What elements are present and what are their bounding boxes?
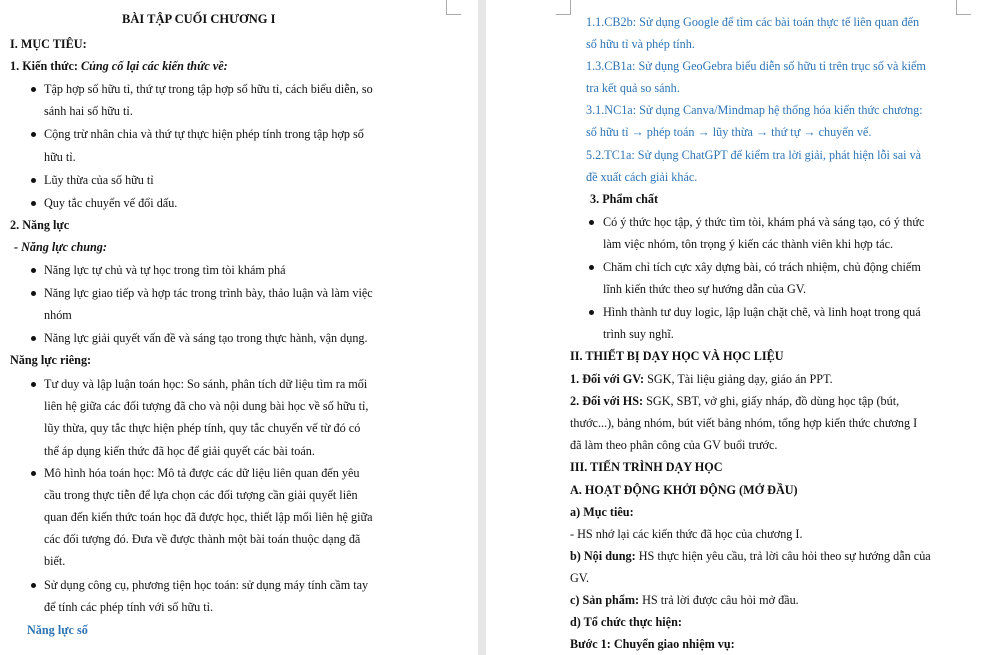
paragraph-line: đã làm theo phân công của GV buổi trước. (570, 438, 778, 452)
section-heading: I. MỤC TIÊU: (10, 37, 87, 51)
bullet-icon (31, 336, 36, 341)
digital-competency-line: 1.1.CB2b: Sử dụng Google để tìm các bài toán thực tế liên quan đến (586, 15, 920, 29)
section-subheading: Năng lực riêng: (10, 353, 92, 367)
bullet-icon (31, 583, 36, 588)
section-subheading: Bước 1: Chuyển giao nhiệm vụ: (570, 637, 735, 651)
bullet-icon (589, 220, 594, 225)
inline-label: c) Sản phẩm: (570, 593, 640, 607)
digital-competency-line: 3.1.NC1a: Sử dụng Canva/Mindmap hệ thống hóa kiến thức chương: (586, 103, 923, 117)
digital-competency-line: 1.3.CB1a: Sử dụng GeoGebra biểu diễn số hữu tỉ trên trục số và kiểm (586, 59, 926, 73)
page-corner-mark (956, 0, 971, 15)
document-page-right (486, 0, 986, 655)
bullet-icon (31, 382, 36, 387)
paragraph-line: để tính các phép tính với số hữu tỉ. (44, 600, 214, 614)
inline-text: HS thực hiện yêu cầu, trả lời câu hỏi theo sự hướng dẫn của (635, 549, 931, 563)
paragraph-line: Lũy thừa của số hữu tỉ (44, 173, 154, 187)
paragraph-line (570, 592, 799, 608)
inline-text: SGK, SBT, vở ghi, giấy nháp, đồ dùng học tập (bút, (643, 394, 900, 408)
paragraph-line: quan đến kiến thức toán học đã được học, thiết lập mối liên hệ giữa (44, 510, 373, 524)
paragraph-line: Năng lực giao tiếp và hợp tác trong trình bày, thảo luận và làm việc (44, 286, 373, 300)
section-heading: 3. Phẩm chất (590, 192, 659, 206)
section-heading: III. TIẾN TRÌNH DẠY HỌC (570, 460, 723, 474)
heading-knowledge (10, 58, 228, 74)
paragraph-line: cầu trong thực tiễn để lựa chọn các đối tượng cần giải quyết liên (44, 488, 358, 502)
paragraph-line: làm việc nhóm, tôn trọng ý kiến các thành viên khi hợp tác. (603, 237, 894, 251)
bullet-icon (31, 471, 36, 476)
inline-text: SGK, Tài liệu giảng dạy, giáo án PPT. (644, 372, 833, 386)
paragraph-line: Tư duy và lập luận toán học: So sánh, phân tích dữ liệu tìm ra mối (44, 377, 368, 391)
section-heading: 2. Năng lực (10, 218, 70, 232)
section-heading: II. THIẾT BỊ DẠY HỌC VÀ HỌC LIỆU (570, 349, 784, 363)
digital-competency-line: số hữu tỉ → phép toán → lũy thừa → thứ tự → chuyển vế. (586, 125, 872, 139)
paragraph-line: Tập hợp số hữu tỉ, thứ tự trong tập hợp số hữu tỉ, cách biểu diễn, so (44, 82, 373, 96)
paragraph-line: lĩnh kiến thức theo sự hướng dẫn của GV. (603, 282, 807, 296)
page-corner-mark (446, 0, 461, 15)
paragraph-line: thước...), bảng nhóm, bút viết bảng nhóm, tổng hợp kiến thức chương I (570, 416, 918, 430)
paragraph-line: Hình thành tư duy logic, lập luận chặt chẽ, và linh hoạt trong quá (603, 305, 921, 319)
inline-text: HS trả lời được câu hỏi mở đầu. (639, 593, 799, 607)
inline-label: b) Nội dung: (570, 549, 636, 563)
bullet-icon (31, 268, 36, 273)
heading-label: 1. Kiến thức: (10, 59, 78, 73)
bullet-icon (589, 265, 594, 270)
paragraph-line (570, 371, 833, 387)
paragraph-line: GV. (570, 571, 590, 585)
bullet-icon (589, 310, 594, 315)
paragraph-line: hữu tỉ. (44, 150, 76, 164)
digital-competency-line: 5.2.TC1a: Sử dụng ChatGPT để kiểm tra lời giải, phát hiện lỗi sai và (586, 148, 922, 162)
inline-label: 1. Đối với GV: (570, 372, 645, 386)
digital-competency-line: số hữu tỉ và phép tính. (586, 37, 695, 51)
inline-label: 2. Đối với HS: (570, 394, 644, 408)
section-subheading: d) Tổ chức thực hiện: (570, 615, 682, 629)
digital-competency-line: tra kết quả so sánh. (586, 81, 680, 95)
digital-competency-line: đề xuất cách giải khác. (586, 170, 698, 184)
document-page-left (0, 0, 478, 655)
bullet-icon (31, 201, 36, 206)
paragraph-line: Cộng trừ nhân chia và thứ tự thực hiện phép tính trong tập hợp số (44, 127, 364, 141)
paragraph-line: nhóm (44, 308, 72, 322)
page-corner-mark (556, 0, 571, 15)
paragraph-line (570, 548, 931, 564)
paragraph-line: Năng lực giải quyết vấn đề và sáng tạo trong thực hành, vận dụng. (44, 331, 368, 345)
paragraph-line: sánh hai số hữu tỉ. (44, 104, 133, 118)
section-subheading-digital: Năng lực số (27, 623, 88, 637)
section-subheading: a) Mục tiêu: (570, 505, 634, 519)
section-heading: A. HOẠT ĐỘNG KHỞI ĐỘNG (MỞ ĐẦU) (570, 483, 798, 497)
paragraph-line: biết. (44, 554, 66, 568)
bullet-icon (31, 291, 36, 296)
paragraph-line: - HS nhớ lại các kiến thức đã học của chương I. (570, 527, 803, 541)
paragraph-line: Có ý thức học tập, ý thức tìm tòi, khám phá và sáng tạo, có ý thức (603, 215, 925, 229)
paragraph-line: các đối tượng đó. Đưa về được thành một bài toán thuộc dạng đã (44, 532, 361, 546)
bullet-icon (31, 87, 36, 92)
bullet-icon (31, 178, 36, 183)
paragraph-line: liên hệ giữa các đối tượng đã cho và nội dung bài học về số hữu tỉ, (44, 399, 369, 413)
section-subheading: - Năng lực chung: (14, 240, 107, 254)
paragraph-line: Mô hình hóa toán học: Mô tả được các dữ liệu liên quan đến yêu (44, 466, 360, 480)
bullet-icon (31, 132, 36, 137)
paragraph-line: Chăm chỉ tích cực xây dựng bài, có trách nhiệm, chủ động chiếm (603, 260, 921, 274)
paragraph-line: lũy thừa, quy tắc thực hiện phép tính, quy tắc chuyển vế từ đó có (44, 421, 361, 435)
document-title: BÀI TẬP CUỐI CHƯƠNG I (122, 12, 276, 26)
paragraph-line: Quy tắc chuyển vế đổi dấu. (44, 196, 178, 210)
paragraph-line: trình suy nghĩ. (603, 327, 674, 341)
paragraph-line (570, 393, 899, 409)
heading-sub: Củng cố lại các kiến thức về: (80, 59, 228, 73)
paragraph-line: thể áp dụng kiến thức đã học để giải quyết các bài toán. (44, 444, 315, 458)
paragraph-line: Sử dụng công cụ, phương tiện học toán: sử dụng máy tính cầm tay (44, 578, 369, 592)
paragraph-line: Năng lực tự chủ và tự học trong tìm tòi khám phá (44, 263, 286, 277)
